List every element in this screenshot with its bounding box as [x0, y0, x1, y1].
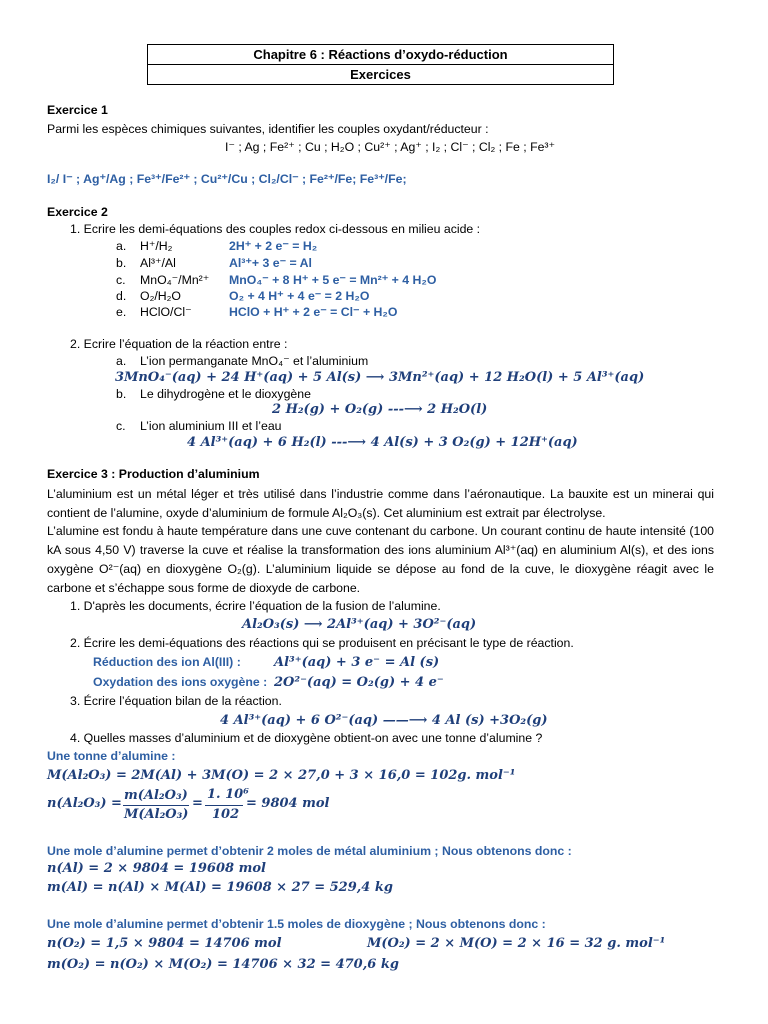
- couple-label: d.: [116, 289, 127, 303]
- half-equation: HClO + H⁺ + 2 e⁻ = Cl⁻ + H₂O: [229, 305, 398, 319]
- fusion-equation: Al₂O₃(s) ⟶ 2Al³⁺(aq) + 3O²⁻(aq): [242, 617, 477, 632]
- fraction-bar: [205, 805, 243, 806]
- n-oxygen: n(O₂) = 1,5 × 9804 = 14706 mol: [47, 936, 282, 951]
- half-equation: 2H⁺ + 2 e⁻ = H₂: [229, 239, 318, 253]
- frac-1-numerator: m(Al₂O₃): [124, 788, 188, 803]
- overall-equation: 4 Al³⁺(aq) + 6 O²⁻(aq) ——⟶ 4 Al (s) +3O₂(g): [220, 713, 548, 728]
- exercise-3-question-1: 1. D'après les documents, écrire l’équation de la fusion de l’alumine.: [70, 599, 441, 613]
- oxidation-equation: 2O²⁻(aq) = O₂(g) + 4 e⁻: [274, 675, 444, 690]
- couple-label: e.: [116, 305, 127, 319]
- frac-1-denominator: M(Al₂O₃): [124, 807, 189, 822]
- couple-label: b.: [116, 256, 127, 270]
- couple-label: a.: [116, 239, 127, 253]
- reaction-equation: 2 H₂(g) + O₂(g) ---⟶ 2 H₂O(l): [272, 402, 488, 417]
- exercise-3-question-2: 2. Écrire les demi-équations des réactions qui se produisent en précisant le type de réaction.: [70, 636, 574, 650]
- exercise-2-question-1: 1. Ecrire les demi-équations des couples redox ci-dessous en milieu acide :: [70, 222, 481, 236]
- oxygen-sentence: Une mole d’alumine permet d’obtenir 1.5 moles de dioxygène ; Nous obtenons donc :: [47, 917, 546, 931]
- exercise-3-paragraph-1: L’aluminium est un métal léger et très utilisé dans l’industrie comme dans l’aéronautique. La bauxite est un minerai qui contient de l’alumine, oxyde d’aluminium de formule Al₂O₃(s). Cet aluminium est extrait par électrolyse.: [47, 487, 714, 520]
- molar-mass-oxygen: M(O₂) = 2 × M(O) = 2 × 16 = 32 g. mol⁻¹: [367, 936, 666, 951]
- chapter-title: Chapitre 6 : Réactions d’oxydo-réduction: [253, 47, 508, 62]
- exercise-1-title: Exercice 1: [47, 103, 108, 117]
- frac-2-denominator: 102: [212, 807, 240, 822]
- exercise-1-instruction: Parmi les espèces chimiques suivantes, identifier les couples oxydant/réducteur :: [47, 122, 489, 136]
- couple: Al³⁺/Al: [140, 256, 176, 270]
- chapter-header: [147, 44, 614, 85]
- chapter-subtitle: Exercices: [148, 64, 613, 84]
- exercise-3-question-3: 3. Écrire l’équation bilan de la réaction.: [70, 694, 282, 708]
- exercise-1-answer: I₂/ I⁻ ; Ag⁺/Ag ; Fe³⁺/Fe²⁺ ; Cu²⁺/Cu ; Cl₂/Cl⁻ ; Fe²⁺/Fe; Fe³⁺/Fe;: [47, 172, 407, 186]
- half-equation: MnO₄⁻ + 8 H⁺ + 5 e⁻ = Mn²⁺ + 4 H₂O: [229, 273, 437, 287]
- m-aluminium: m(Al) = n(Al) × M(Al) = 19608 × 27 = 529,4 kg: [47, 880, 393, 895]
- reaction-equation: 3MnO₄⁻(aq) + 24 H⁺(aq) + 5 Al(s) ⟶ 3Mn²⁺(aq) + 12 H₂O(l) + 5 Al³⁺(aq): [115, 370, 645, 385]
- half-equation: O₂ + 4 H⁺ + 4 e⁻ = 2 H₂O: [229, 289, 370, 303]
- n-alumina-result: = 9804 mol: [246, 796, 330, 811]
- reaction-label: c.: [116, 419, 126, 433]
- exercise-3-title: Exercice 3 : Production d’aluminium: [47, 467, 260, 481]
- reaction-label: a.: [116, 354, 127, 368]
- aluminium-sentence: Une mole d’alumine permet d’obtenir 2 moles de métal aluminium ; Nous obtenons donc :: [47, 844, 572, 858]
- reduction-label: Réduction des ion Al(III) :: [93, 655, 241, 669]
- reaction-text: L’ion permanganate MnO₄⁻ et l’aluminium: [140, 354, 369, 368]
- exercise-2-title: Exercice 2: [47, 205, 108, 219]
- exercise-3-paragraph-2: L’alumine est fondu à haute température dans une cuve contenant du carbone. Un courant continu de haute intensité (100 kA sous 4,50 V) traverse la cuve et réalise la transformation des ions aluminium Al³⁺(aq) en aluminium Al(s), et des ions oxygène O²⁻(aq) en dioxygène O₂(g). L’aluminium liquide se dépose au fond de la cuve, le dioxygène réagit avec le carbone et s’échappe sous forme de dioxyde de carbone.: [47, 524, 714, 595]
- oxidation-label: Oxydation des ions oxygène :: [93, 675, 268, 689]
- exercise-3-question-4: 4. Quelles masses d’aluminium et de dioxygène obtient-on avec une tonne d’alumine ?: [70, 731, 543, 745]
- couple: H⁺/H₂: [140, 239, 173, 253]
- half-equation: Al³⁺+ 3 e⁻ = Al: [229, 256, 312, 270]
- reduction-equation: Al³⁺(aq) + 3 e⁻ = Al (s): [274, 655, 440, 670]
- species-list: I⁻ ; Ag ; Fe²⁺ ; Cu ; H₂O ; Cu²⁺ ; Ag⁺ ; I₂ ; Cl⁻ ; Cl₂ ; Fe ; Fe³⁺: [225, 140, 556, 154]
- couple-label: c.: [116, 273, 126, 287]
- exercise-2-question-2: 2. Ecrire l’équation de la réaction entre :: [70, 337, 288, 351]
- n-alumina-lhs: n(Al₂O₃) =: [47, 796, 122, 811]
- reaction-equation: 4 Al³⁺(aq) + 6 H₂(l) ---⟶ 4 Al(s) + 3 O₂(g) + 12H⁺(aq): [187, 435, 578, 450]
- molar-mass-alumina: M(Al₂O₃) = 2M(Al) + 3M(O) = 2 × 27,0 + 3 × 16,0 = 102g. mol⁻¹: [47, 768, 516, 783]
- reaction-label: b.: [116, 387, 127, 401]
- reaction-text: L’ion aluminium III et l’eau: [140, 419, 282, 433]
- reaction-text: Le dihydrogène et le dioxygène: [140, 387, 311, 401]
- couple: O₂/H₂O: [140, 289, 181, 303]
- fraction-bar: [123, 805, 189, 806]
- couple: MnO₄⁻/Mn²⁺: [140, 273, 210, 287]
- tonne-label: Une tonne d’alumine :: [47, 749, 176, 763]
- equals-sign: =: [192, 796, 203, 811]
- n-aluminium: n(Al) = 2 × 9804 = 19608 mol: [47, 861, 266, 876]
- couple: HClO/Cl⁻: [140, 305, 192, 319]
- frac-2-numerator: 1. 10⁶: [207, 787, 249, 802]
- m-oxygen: m(O₂) = n(O₂) × M(O₂) = 14706 × 32 = 470,6 kg: [47, 957, 399, 972]
